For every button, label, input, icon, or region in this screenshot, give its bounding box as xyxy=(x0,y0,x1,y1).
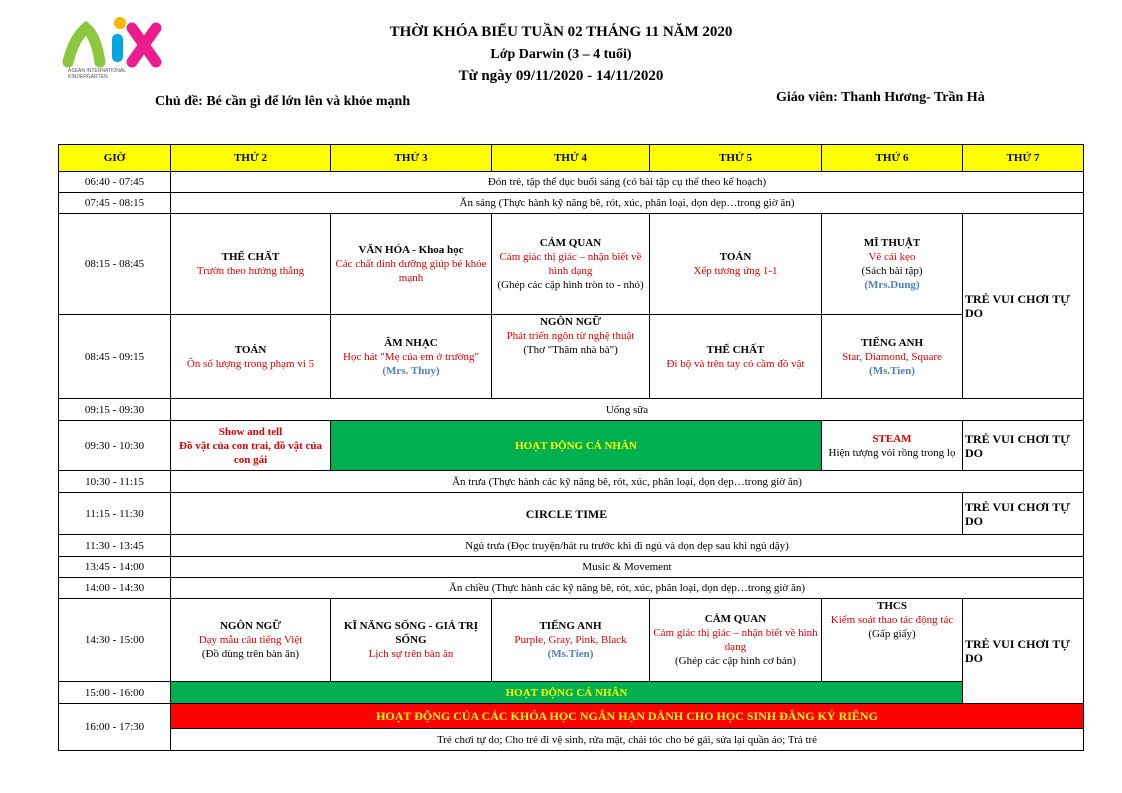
short-course-banner: HOẠT ĐỘNG CỦA CÁC KHÓA HỌC NGẮN HẠN DÀNH CHO HỌC SINH ĐĂNG KÝ RIÊNG xyxy=(171,704,1084,729)
table-row xyxy=(59,557,1084,578)
activity-cell: Đón trẻ, tập thể dục buổi sáng (có bài tập cụ thể theo kế hoạch) xyxy=(171,172,1084,193)
col-tue: THỨ 3 xyxy=(331,145,492,172)
lesson-detail: Các chất dinh dưỡng giúp bé khỏe mạnh xyxy=(335,258,487,284)
table-row xyxy=(59,682,1084,704)
lesson-cell xyxy=(822,315,963,399)
table-row xyxy=(59,315,1084,399)
col-thu: THỨ 5 xyxy=(650,145,822,172)
lesson-detail: Cảm giác thị giác – nhận biết về hình dạng xyxy=(653,627,818,653)
schedule-title: THỜI KHÓA BIỂU TUẦN 02 THÁNG 11 NĂM 2020 xyxy=(389,24,733,40)
table-row xyxy=(59,535,1084,557)
activity-cell: Ăn trưa (Thực hành các kỹ năng bê, rót, xúc, phân loại, dọn dẹp…trong giờ ăn) xyxy=(171,471,1084,493)
lesson-teacher: (Ms.Tien) xyxy=(547,648,594,660)
lesson-title: TOÁN xyxy=(719,251,752,263)
header-row xyxy=(59,145,1084,172)
table-row xyxy=(59,399,1084,421)
lesson-title: CẢM QUAN xyxy=(539,237,602,249)
table-row xyxy=(59,421,1084,471)
col-wed: THỨ 4 xyxy=(492,145,650,172)
lesson-cell xyxy=(822,421,963,471)
col-time: GIỜ xyxy=(59,145,171,172)
activity-cell: Music & Movement xyxy=(171,557,1084,578)
table-row xyxy=(59,214,1084,315)
lesson-title: CẢM QUAN xyxy=(704,613,767,625)
svg-text:KINDERGARTEN: KINDERGARTEN xyxy=(68,74,108,80)
lesson-cell xyxy=(171,214,331,315)
time-cell: 14:00 - 14:30 xyxy=(59,578,171,599)
lesson-title: MĨ THUẬT xyxy=(863,237,921,249)
lesson-note: (Ghép các cặp hình cơ bản) xyxy=(675,655,796,667)
lesson-title: NGÔN NGỮ xyxy=(539,316,601,328)
lesson-note: (Ghép các cặp hình tròn to - nhỏ) xyxy=(497,279,644,291)
lesson-cell xyxy=(822,214,963,315)
table-row xyxy=(59,493,1084,535)
lesson-title: ÂM NHẠC xyxy=(384,336,438,349)
table-row xyxy=(59,193,1084,214)
lesson-title: VĂN HÓA - Khoa học xyxy=(358,244,464,256)
lesson-teacher: (Mrs.Dung) xyxy=(864,279,920,291)
lesson-detail: Lịch sự trên bàn ăn xyxy=(368,648,454,660)
activity-cell: Ăn sáng (Thực hành kỹ năng bê, rót, xúc, phân loại, dọn dẹp…trong giờ ăn) xyxy=(171,193,1084,214)
activity-cell: Trẻ chơi tự do; Cho trẻ đi vệ sinh, rửa mặt, chải tóc cho bé gái, sửa lại quần áo; Trả trẻ xyxy=(171,729,1084,751)
time-cell: 14:30 - 15:00 xyxy=(59,599,171,682)
lesson-title: KĨ NĂNG SỐNG - GIÁ TRỊ SỐNG xyxy=(344,620,478,646)
lesson-cell xyxy=(331,214,492,315)
lesson-detail: Đi bộ và trên tay có cầm đồ vật xyxy=(666,357,805,370)
lesson-cell xyxy=(822,599,963,682)
free-play-cell: TRẺ VUI CHƠI TỰ DO xyxy=(963,599,1084,704)
free-play-cell: TRẺ VUI CHƠI TỰ DO xyxy=(963,214,1084,399)
lesson-title: STEAM xyxy=(872,432,912,445)
individual-activity-block: HOẠT ĐỘNG CÁ NHÂN xyxy=(331,421,822,471)
lesson-cell xyxy=(492,315,650,399)
activity-cell: Ngủ trưa (Đọc truyện/hát ru trước khi đi ngủ và dọn dẹp sau khi ngủ dậy) xyxy=(171,535,1084,557)
time-cell: 15:00 - 16:00 xyxy=(59,682,171,704)
table-row xyxy=(59,704,1084,729)
timetable xyxy=(58,144,1084,751)
time-cell: 07:45 - 08:15 xyxy=(59,193,171,214)
time-cell: 13:45 - 14:00 xyxy=(59,557,171,578)
time-cell: 11:15 - 11:30 xyxy=(59,493,171,535)
lesson-title: TIẾNG ANH xyxy=(539,620,602,632)
activity-cell: Uống sữa xyxy=(171,399,1084,421)
lesson-note: (Gấp giấy) xyxy=(868,628,916,640)
lesson-title: THỂ CHẤT xyxy=(706,343,765,356)
lesson-detail: Dạy mẫu câu tiếng Việt xyxy=(198,634,303,646)
lesson-detail: Hiện tượng vỏi rồng trong lọ xyxy=(828,446,956,459)
lesson-detail: Cảm giác thị giác – nhận biết về hình dạng xyxy=(499,251,642,277)
lesson-title: THỂ CHẤT xyxy=(221,251,280,263)
time-cell: 16:00 - 17:30 xyxy=(59,704,171,751)
table-row xyxy=(59,471,1084,493)
table-row xyxy=(59,578,1084,599)
lesson-cell xyxy=(650,315,822,399)
lesson-teacher: (Ms.Tien) xyxy=(869,364,915,377)
lesson-detail: Phát triển ngôn từ nghệ thuật xyxy=(506,330,635,342)
time-cell: 09:15 - 09:30 xyxy=(59,399,171,421)
lesson-detail: Trườn theo hướng thẳng xyxy=(196,265,305,277)
lesson-detail: Đồ vật của con trai, đồ vật của con gái xyxy=(179,439,322,466)
lesson-title: Show and tell xyxy=(218,425,283,438)
time-cell: 08:15 - 08:45 xyxy=(59,214,171,315)
lesson-cell xyxy=(492,599,650,682)
lesson-cell xyxy=(171,599,331,682)
individual-activity-block: HOẠT ĐỘNG CÁ NHÂN xyxy=(171,682,963,704)
class-line: Lớp Darwin (3 – 4 tuổi) xyxy=(490,47,632,62)
date-range: Từ ngày 09/11/2020 - 14/11/2020 xyxy=(458,68,664,84)
table-row xyxy=(59,599,1084,682)
lesson-title: TIẾNG ANH xyxy=(860,336,924,349)
lesson-cell xyxy=(331,599,492,682)
lesson-detail: Ôn số lượng trong phạm vi 5 xyxy=(186,357,315,370)
time-cell: 09:30 - 10:30 xyxy=(59,421,171,471)
time-cell: 08:45 - 09:15 xyxy=(59,315,171,399)
lesson-cell xyxy=(650,214,822,315)
lesson-note: (Thơ "Thăm nhà bà") xyxy=(523,344,618,356)
lesson-note: (Sách bài tập) xyxy=(861,265,923,277)
lesson-detail: Star, Diamond, Square xyxy=(842,350,942,363)
time-cell: 10:30 - 11:15 xyxy=(59,471,171,493)
lesson-cell xyxy=(650,599,822,682)
logo-subtext: ASEAN INTERNATIONAL xyxy=(68,68,126,74)
lesson-cell xyxy=(492,214,650,315)
free-play-cell: TRẺ VUI CHƠI TỰ DO xyxy=(963,421,1084,471)
lesson-cell xyxy=(171,315,331,399)
lesson-cell xyxy=(331,315,492,399)
circle-time-cell: CIRCLE TIME xyxy=(171,493,963,535)
table-row xyxy=(59,172,1084,193)
activity-cell: Ăn chiều (Thực hành các kỹ năng bê, rót, xúc, phân loại, dọn dẹp…trong giờ ăn) xyxy=(171,578,1084,599)
lesson-detail: Purple, Gray, Pink, Black xyxy=(514,634,627,646)
col-fri: THỨ 6 xyxy=(822,145,963,172)
col-sat: THỨ 7 xyxy=(963,145,1084,172)
lesson-detail: Kiểm soát thao tác động tác xyxy=(830,614,954,626)
time-cell: 11:30 - 13:45 xyxy=(59,535,171,557)
lesson-detail: Xếp tương ứng 1-1 xyxy=(693,265,778,277)
col-mon: THỨ 2 xyxy=(171,145,331,172)
lesson-title: TOÁN xyxy=(234,343,267,356)
lesson-title: NGÔN NGỮ xyxy=(219,620,281,632)
theme-text: Chủ đề: Bé cần gì để lớn lên và khỏe mạnh xyxy=(155,94,411,109)
lesson-detail: Học hát "Mẹ của em ở trường" xyxy=(343,350,479,363)
lesson-cell xyxy=(171,421,331,471)
lesson-teacher: (Mrs. Thuy) xyxy=(382,364,440,377)
table-row xyxy=(59,729,1084,751)
teacher-text: Giáo viên: Thanh Hương- Trần Hà xyxy=(776,90,985,105)
lesson-detail: Vẽ cái kẹo xyxy=(868,251,916,263)
lesson-note: (Đồ dùng trên bàn ăn) xyxy=(201,648,300,660)
lesson-title: THCS xyxy=(877,600,907,612)
free-play-cell: TRẺ VUI CHƠI TỰ DO xyxy=(963,493,1084,535)
time-cell: 06:40 - 07:45 xyxy=(59,172,171,193)
